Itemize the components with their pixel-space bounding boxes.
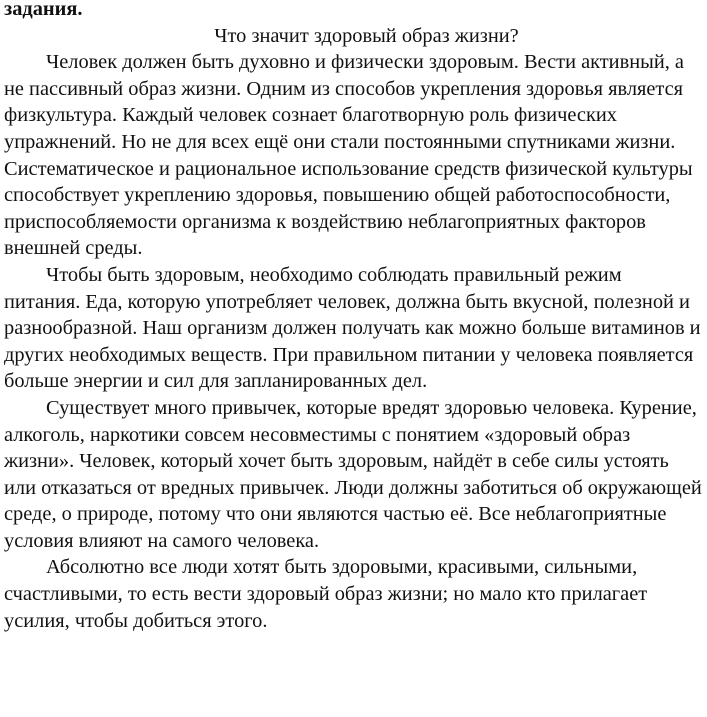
section-heading: задания. [4,0,83,20]
document-page [4,0,703,634]
paragraph-nutrition: Чтобы быть здоровым, необходимо соблюдать правильный режим питания. Еда, которую употребляет человек, должна быть вкусной, полезной и разнообразной. Наш организм должен получать как можно больше витаминов и других необходимых веществ. При правильном питании у человека появляется больше энергии и сил для запланированных дел. [4,263,701,393]
paragraph-bad-habits: Существует много привычек, которые вредят здоровью человека. Курение, алкоголь, наркотики совсем несовместимы с понятием «здоровый образ жизни». Человек, который хочет быть здоровым, найдёт в себе силы устоять или отказаться от вредных привычек. Люди должны заботиться об окружающей среде, о природе, потому что они являются частью её. Все неблагоприятные условия влияют на самого человека. [4,396,702,552]
document-title: Что значит здоровый образ жизни? [214,24,519,47]
paragraph-physical-culture: Человек должен быть духовно и физически здоровым. Вести активный, а не пассивный образ жизни. Одним из способов укрепления здоровья является физкультура. Каждый человек сознает благотворную роль физических упражнений. Но не для всех ещё они стали постоянными спутниками жизни. Систематическое и рациональное использование средств физической культуры способствует укреплению здоровья, повышению общей работоспособности, приспособляемости организма к воздействию неблагоприятных факторов внешней среды. [4,51,693,260]
paragraph-conclusion: Абсолютно все люди хотят быть здоровыми, красивыми, сильными, счастливыми, то есть вести здоровый образ жизни; но мало кто прилагает усилия, чтобы добиться этого. [4,556,648,632]
